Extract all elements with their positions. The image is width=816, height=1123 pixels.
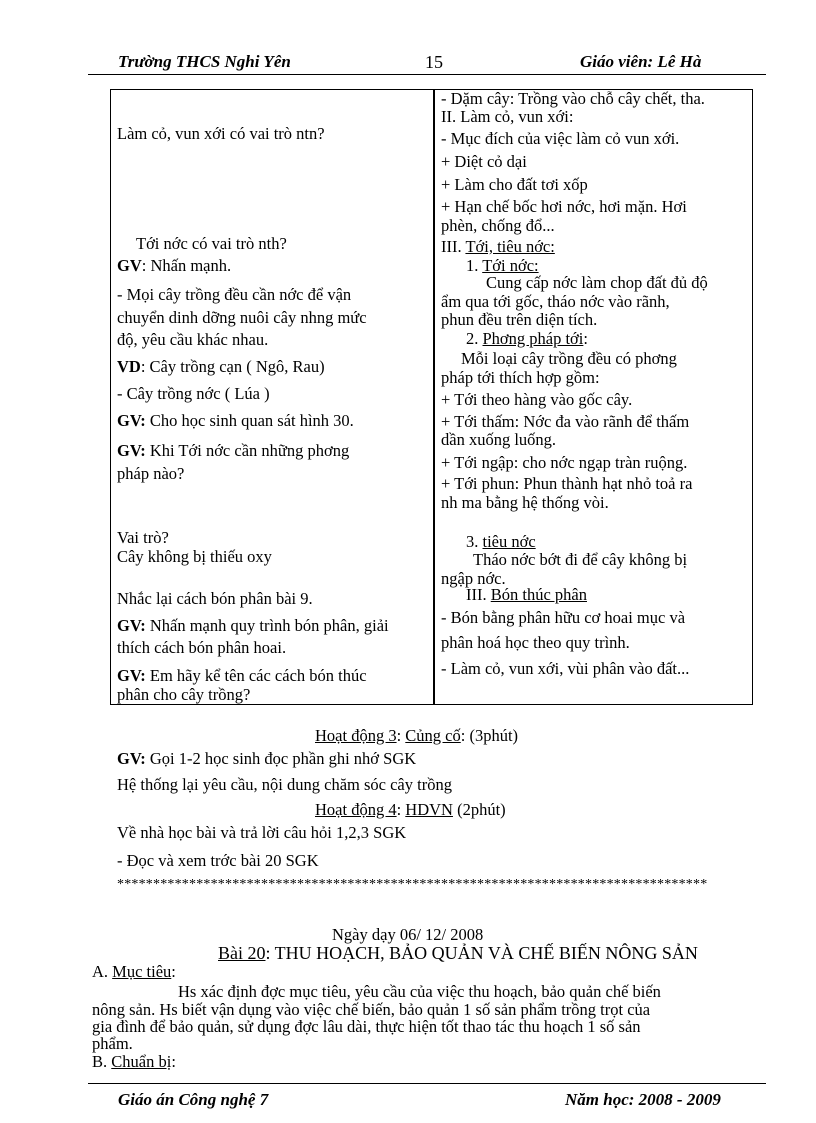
left-line: Tới nớc có vai trò nth? xyxy=(136,234,287,253)
lesson-date: Ngày dạy 06/ 12/ 2008 xyxy=(332,925,484,944)
section-b-heading: B. Chuẩn bị: xyxy=(92,1052,176,1071)
right-line: - Làm cỏ, vun xới, vùi phân vào đất... xyxy=(441,659,690,678)
right-line: + Tới thấm: Nớc đa vào rãnh để thấm xyxy=(441,412,690,431)
left-line: Làm cỏ, vun xới có vai trò ntn? xyxy=(117,124,325,143)
right-line: nh ma bằng hệ thống vòi. xyxy=(441,493,609,512)
right-line: - Mục đích của việc làm cỏ vun xới. xyxy=(441,129,680,148)
section-a-heading: A. Mục tiêu: xyxy=(92,962,176,981)
lesson-title: Bài 20: THU HOẠCH, BẢO QUẢN VÀ CHẾ BIẾN NÔNG SẢN xyxy=(218,943,698,963)
header-teacher: Giáo viên: Lê Hà xyxy=(580,52,702,71)
left-line: Nhắc lại cách bón phân bài 9. xyxy=(117,589,313,608)
left-line: Cây không bị thiếu oxy xyxy=(117,547,272,566)
column-divider xyxy=(433,90,435,704)
left-line: pháp nào? xyxy=(117,464,185,483)
right-line: + Diệt cỏ dại xyxy=(441,152,527,171)
right-line: + Hạn chế bốc hơi nớc, hơi mặn. Hơi xyxy=(441,197,687,216)
right-line: III. Tới, tiêu nớc: xyxy=(441,237,555,256)
right-line: + Tới ngập: cho nớc ngạp tràn ruộng. xyxy=(441,453,688,472)
objective-line: nông sản. Hs biết vận dụng vào việc chế biến, bảo quản 1 số sản phẩm trồng trọt của xyxy=(92,1000,651,1019)
gv-line: GV: Gọi 1-2 học sinh đọc phần ghi nhớ SGK xyxy=(117,749,417,768)
homework-item: - Đọc và xem trớc bài 20 SGK xyxy=(117,851,319,870)
left-line: VD: Cây trồng cạn ( Ngô, Rau) xyxy=(117,357,325,376)
separator-stars: ********************************************************************************** xyxy=(117,877,708,892)
header-rule xyxy=(88,74,766,75)
right-line: Tháo nớc bớt đi để cây không bị xyxy=(473,550,688,569)
right-line: Cung cấp nớc làm chop đất đủ độ xyxy=(486,273,708,292)
right-line: 1. Tới nớc: xyxy=(466,256,539,275)
homework-line: Về nhà học bài và trả lời câu hỏi 1,2,3 SGK xyxy=(117,823,407,842)
right-line: phân hoá học theo quy trình. xyxy=(441,633,630,652)
left-line: GV: Cho học sinh quan sát hình 30. xyxy=(117,411,354,430)
left-line: độ, yêu cầu khác nhau. xyxy=(117,330,269,349)
objective-line: gia đình để bảo quản, sử dụng đợc lâu dài, thực hiện tốt thao tác thu hoạch 1 số sản xyxy=(92,1017,641,1036)
left-line: Vai trò? xyxy=(117,528,169,547)
right-line: - Bón bằng phân hữu cơ hoai mục và xyxy=(441,608,686,627)
objective-line: phẩm. xyxy=(92,1034,133,1053)
right-line: phun đều trên diện tích. xyxy=(441,310,598,329)
left-line: GV: Khi Tới nớc cần những phơng xyxy=(117,441,350,460)
right-line: + Làm cho đất tơi xốp xyxy=(441,175,588,194)
left-line: GV: Em hãy kể tên các cách bón thúc xyxy=(117,666,367,685)
footer-rule xyxy=(88,1083,766,1084)
activity-3-heading: Hoạt động 3: Củng cố: (3phút) xyxy=(315,726,519,745)
left-line: GV: Nhấn mạnh. xyxy=(117,256,232,275)
right-line: Mỗi loại cây trồng đều có phơng xyxy=(461,349,677,368)
objective-line: Hs xác định đợc mục tiêu, yêu cầu của việc thu hoạch, bảo quản chế biến xyxy=(178,982,661,1001)
right-line: ẩm qua tới gốc, tháo nớc vào rãnh, xyxy=(441,292,670,311)
right-line: II. Làm cỏ, vun xới: xyxy=(441,107,574,126)
left-line: GV: Nhấn mạnh quy trình bón phân, giải xyxy=(117,616,389,635)
right-line: 2. Phơng pháp tới: xyxy=(466,329,588,348)
right-line: 3. tiêu nớc xyxy=(466,532,536,551)
right-line: pháp tới thích hợp gồm: xyxy=(441,368,600,387)
right-line: - Dặm cây: Trồng vào chỗ cây chết, tha. xyxy=(441,89,705,108)
right-line: + Tới phun: Phun thành hạt nhỏ toả ra xyxy=(441,474,693,493)
left-line: chuyển dinh dỡng nuôi cây nhng mức xyxy=(117,308,367,327)
left-line: phân cho cây trồng? xyxy=(117,685,251,704)
header-page-number: 15 xyxy=(425,52,443,72)
left-line: thích cách bón phân hoai. xyxy=(117,638,287,657)
right-line: dần xuống luống. xyxy=(441,430,557,449)
right-line: phèn, chống đổ... xyxy=(441,216,555,235)
left-line: - Mọi cây trồng đều cần nớc để vận xyxy=(117,285,352,304)
footer-left: Giáo án Công nghệ 7 xyxy=(118,1090,269,1109)
summary-line: Hệ thống lại yêu cầu, nội dung chăm sóc cây trồng xyxy=(117,775,452,794)
left-line: - Cây trồng nớc ( Lúa ) xyxy=(117,384,270,403)
right-line: ngập nớc. xyxy=(441,569,506,588)
footer-right: Năm học: 2008 - 2009 xyxy=(565,1090,721,1109)
header-school: Trường THCS Nghi Yên xyxy=(118,52,291,71)
right-line: + Tới theo hàng vào gốc cây. xyxy=(441,390,633,409)
right-line: III. Bón thúc phân xyxy=(466,585,587,604)
activity-4-heading: Hoạt động 4: HDVN (2phút) xyxy=(315,800,506,819)
